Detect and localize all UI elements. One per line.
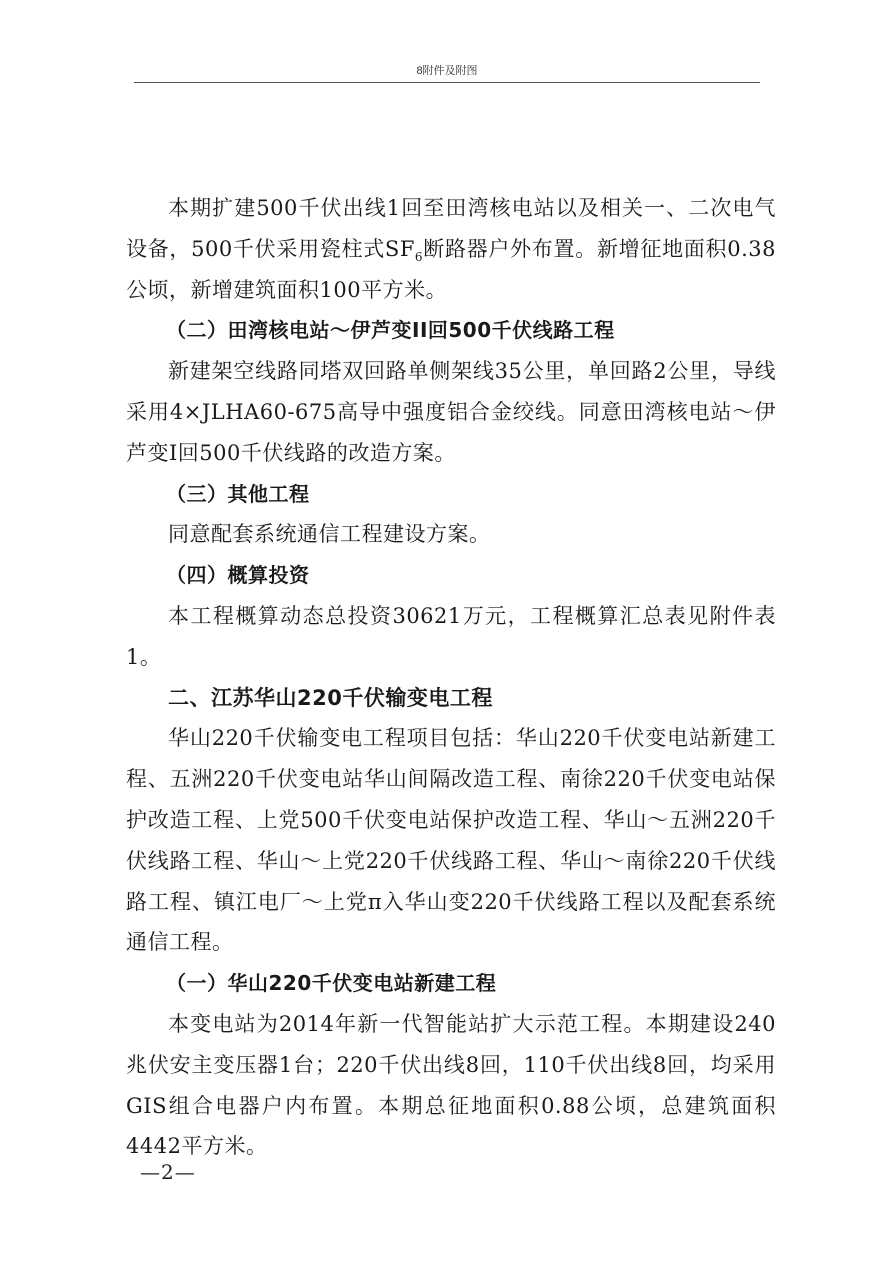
heading-section-3: （三）其他工程: [166, 481, 310, 506]
document-body: [126, 188, 776, 1167]
heading-section-4: （四）概算投资: [166, 563, 310, 588]
page-header: 8附件及附图: [416, 65, 478, 77]
paragraph-line-project: 新建架空线路同塔双回路单侧架线35公里，单回路2公里，导线采用4×JLHA60-675高导中强度铝合金绞线。同意田湾核电站～伊芦变Ⅰ回500千伏线路的改造方案。: [126, 359, 776, 465]
paragraph-huashan-substation: 本变电站为2014年新一代智能站扩大示范工程。本期建设240兆伏安主变压器1台；220千伏出线8回，110千伏出线8回，均采用GIS组合电器户内布置。本期总征地面积0.88公顷，总建筑面积4442平方米。: [126, 1011, 776, 1159]
paragraph-expansion-pre: 本期扩建500千伏出线1回至田湾核电站以及相关一、二次电气设备，500千伏采用瓷柱式SF: [126, 196, 776, 261]
paragraph-expansion-post: 断路器户外布置。新增征地面积0.38公顷，新增建筑面积100平方米。: [126, 236, 776, 302]
paragraph-huashan-scope: 华山220千伏输变电工程项目包括：华山220千伏变电站新建工程、五洲220千伏变电站华山间隔改造工程、南徐220千伏变电站保护改造工程、上党500千伏变电站保护改造工程、华山～五洲220千伏线路工程、华山～上党220千伏线路工程、华山～南徐220千伏线路工程、镇江电厂～上党π入华山变220千伏线路工程以及配套系统通信工程。: [126, 726, 776, 955]
paragraph-investment: 本工程概算动态总投资30621万元，工程概算汇总表见附件表1。: [126, 603, 776, 669]
heading-section-2: （二）田湾核电站～伊芦变II回500千伏线路工程: [166, 318, 615, 343]
heading-huashan-substation: （一）华山220千伏变电站新建工程: [166, 971, 497, 996]
sf6-subscript: 6: [414, 249, 424, 264]
paragraph-other-project: 同意配套系统通信工程建设方案。: [168, 522, 491, 547]
paragraph-expansion: [126, 188, 776, 310]
header-divider: [134, 82, 760, 83]
heading-huashan: 二、江苏华山220千伏输变电工程: [168, 685, 493, 710]
page-number: —2—: [140, 1160, 196, 1184]
